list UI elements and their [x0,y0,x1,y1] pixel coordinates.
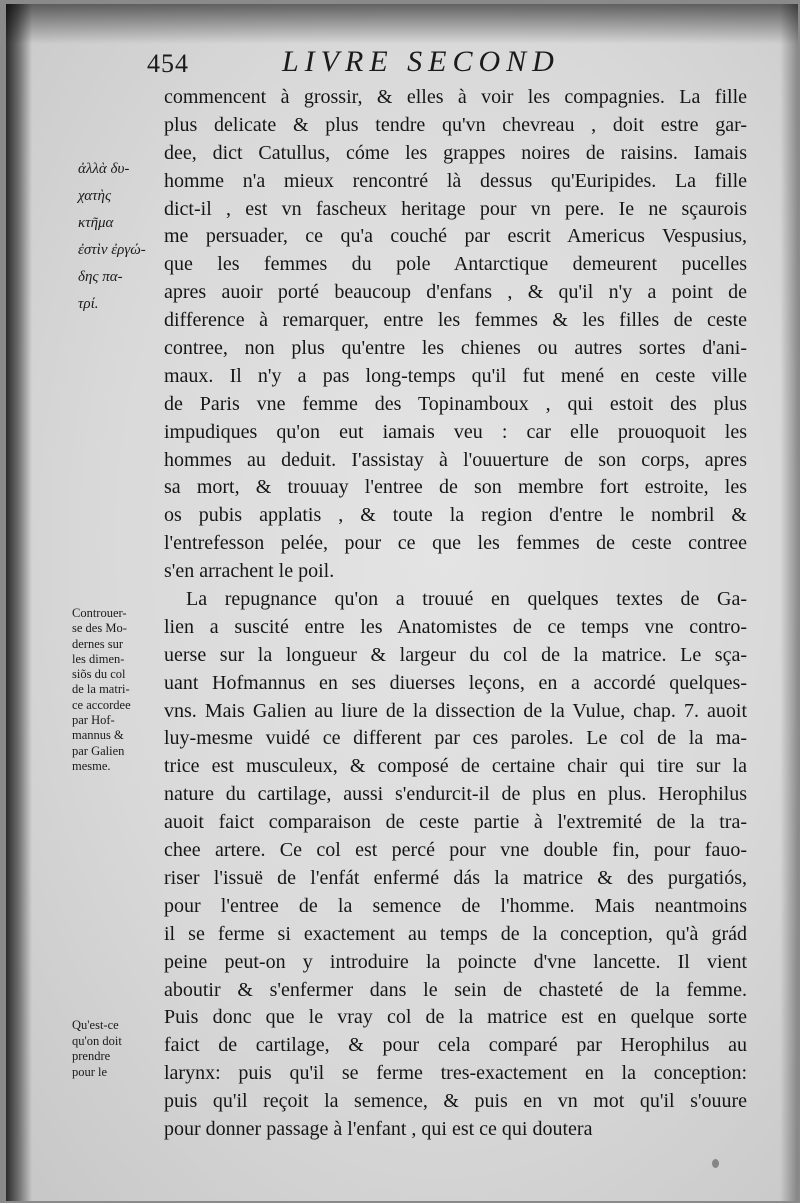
margin-note-line: se des Mo- [72,621,127,636]
margin-note-line: Qu'est-ce [72,1018,119,1032]
text-line: peine peut-on y introduire la poincte d'vne lancette. Il vient [164,950,747,973]
text-line: lien a suscité entre les Anatomistes de ce temps vne contro- [164,615,747,638]
body-text [164,84,747,1144]
text-line: dict-il , est vn fascheux heritage pour vn pere. Ie ne sçaurois [164,197,747,220]
text-line: riser l'issuë de l'enfát enfermé dás la matrice & des purgatiós, [164,866,747,889]
greek-note-line: δης πα- [78,269,123,285]
text-line: faict de cartilage, & pour cela comparé par Herophilus au [164,1034,747,1057]
text-line: sa mort, & trouuay l'entree de son membre fort estroite, les [164,476,747,499]
text-line: l'entrefesson pelée, pour ce que les femmes de ceste contree [164,532,747,555]
text-line: uerse sur la longueur & largeur du col de la matrice. Le sça- [164,643,747,666]
text-line: apres auoir porté beaucoup d'enfans , & qu'il n'y a point de [164,281,747,304]
margin-note-line: mesme. [72,758,111,773]
text-line: il se ferme si exactement au temps de la conception, qu'à grád [164,922,747,945]
greek-margin-quotation [78,156,146,318]
text-line: pour donner passage à l'enfant , qui est ce qui doutera [164,1117,593,1140]
margin-note-controversy [72,606,131,774]
margin-note-line: par Galien [72,743,125,758]
right-edge-shadow [780,4,798,1201]
page-number: 454 [147,49,189,78]
text-line: dee, dict Catullus, cóme les grappes noires de raisins. Iamais [164,141,747,164]
text-line: luy-mesme vuidé ce different par ces paroles. Le col de la ma- [164,727,747,750]
running-head: LIVRE SECOND [282,45,560,78]
margin-note-line: Controuer- [72,606,127,620]
text-line: hommes au deduit. I'assistay à l'ouuerture de son corps, apres [164,448,747,471]
text-line: auoit faict comparaison de ceste partie à l'extremité de la tra- [164,811,747,834]
margin-note-line: pour le [72,1064,108,1079]
text-line: homme n'a mieux rencontré là dessus qu'Euripides. La fille [164,169,747,192]
margin-note-line: qu'on doit [72,1033,122,1048]
text-line: de Paris vne femme des Topinamboux , qui estoit des plus [164,392,747,415]
text-line: maux. Il n'y a pas long-temps qu'il fut mené en ceste ville [164,364,747,387]
greek-note-line: ἐστὶν ἐργώ- [78,242,146,258]
text-line: s'en arrachent le poil. [164,560,335,583]
text-line: que les femmes du pole Antarctique demeurent pucelles [164,253,747,276]
greek-note-line: ἀλλὰ δυ- [78,161,130,177]
text-line: os pubis applatis , & toute la region d'entre le nombril & [164,504,747,527]
text-line: uant Hofmannus en ses diuerses leçons, en a accordé quelques- [164,671,747,694]
margin-note-line: siõs du col [72,667,126,682]
greek-note-line: χατὴς [78,188,112,204]
greek-note-line: τρί. [78,296,99,312]
top-edge-shadow [6,4,798,44]
ink-spot [712,1159,719,1168]
text-line: nature du cartilage, aussi s'endurcit-il de plus en plus. Herophilus [164,783,747,806]
text-line: difference à remarquer, entre les femmes & les filles de ceste [164,309,747,332]
text-line: Puis donc que le vray col de la matrice est en quelque sorte [164,1006,747,1029]
margin-note-line: les dimen- [72,651,125,666]
binding-gutter-shadow [6,4,32,1201]
margin-note-line: mannus & [72,728,124,743]
margin-note-line: de la matri- [72,682,130,697]
margin-note-line: prendre [72,1049,111,1063]
text-line: puis qu'il reçoit la semence, & puis en vn mot qu'il s'ouure [164,1090,747,1113]
text-line: plus delicate & plus tendre qu'vn chevreau , doit estre gar- [164,113,747,136]
text-line: trice est musculeux, & composé de certaine chair qui tire sur la [164,755,747,778]
margin-note-line: dernes sur [72,636,124,651]
text-line: me persuader, ce qu'a couché par escrit Americus Vespusius, [164,225,747,248]
text-line: chee artere. Ce col est percé pour vne double fin, pour fauo- [164,839,747,862]
margin-note-question [72,1018,122,1080]
text-line: vns. Mais Galien au liure de la dissection de la Vulue, chap. 7. auoit [164,699,747,722]
text-line: contree, non plus qu'entre les chienes ou autres sortes d'ani- [164,337,747,360]
margin-note-line: par Hof- [72,713,115,728]
text-line: pour l'entree de la semence de l'homme. Mais neantmoins [164,894,747,917]
text-line: commencent à grossir, & elles à voir les compagnies. La fille [164,86,747,108]
text-line: La repugnance qu'on a trouué en quelques textes de Ga- [186,588,747,611]
greek-note-line: κτῆμα [78,215,114,231]
text-line: aboutir & s'enfermer dans le sein de chasteté de la femme. [164,978,747,1001]
text-line: impudiques qu'on eut iamais veu : car elle prouoquoit les [164,420,747,443]
text-line: larynx: puis qu'il se ferme tres-exactement en la conception: [164,1062,747,1085]
margin-note-line: ce accordee [72,697,131,712]
